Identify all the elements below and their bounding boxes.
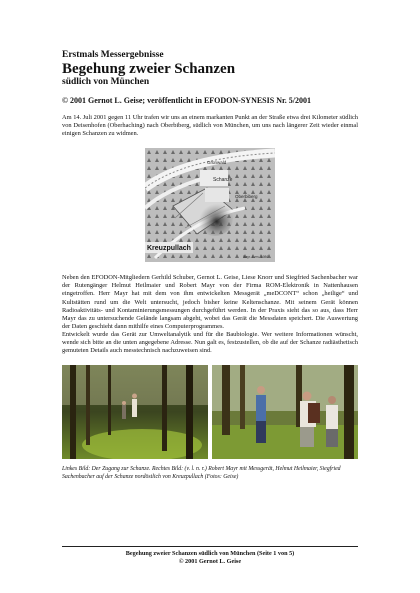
- photo-caption: Linkes Bild: Der Zugang zur Schanze. Rechtes Bild: (v. l. n. r.) Robert Mayr mit Messgerät, Helmut Heilmaier, Siegfried Sachenbacher auf der Schanze nordöstlich von Kreuzpullach (Fotos: Geise): [62, 466, 341, 480]
- article-subtitle: südlich von München: [62, 77, 150, 87]
- document-page: [62, 50, 358, 481]
- article-title: Begehung zweier Schanzen: [62, 61, 236, 77]
- map-label: Kreuzpullach: [147, 245, 191, 253]
- intro-paragraph: Am 14. Juli 2001 gegen 11 Uhr trafen wir uns an einem markanten Punkt an der Straße etwa drei Kilometer südlich von Deisenhofen (Oberhaching) nach Oberbiberg, südlich von München, um uns nach längerer Zeit wieder einmal einigen Schanzen zu widmen.: [62, 114, 358, 138]
- article-kicker: Erstmals Messergebnisse: [62, 50, 164, 60]
- copyright-line: © 2001 Gernot L. Geise; veröffentlicht in EFODON-SYNESIS Nr. 5/2001: [62, 96, 312, 105]
- body-paragraph-2: Entwickelt wurde das Gerät zur Umweltanalytik und für die Baubiologie. Wer weitere Informationen wünscht, wende sich bitte an die unten angegebene Adresse. Nun galt es, festzustellen, ob die auf der Schanze radiästhetisch gemuteten Details auch messtechnisch nachzuweisen sind.: [62, 330, 358, 355]
- page-footer: [62, 546, 358, 565]
- photo-left-forest-entrance: [62, 365, 208, 459]
- map-image: [145, 148, 275, 262]
- footer-line-2: © 2001 Gernot L. Geise: [178, 557, 242, 565]
- map-label: Schanze: [213, 177, 233, 184]
- map-credit: Bayr. Lvm. 1986: [243, 255, 269, 260]
- photo-right-measurement-group: [212, 365, 358, 459]
- footer-line-1: Begehung zweier Schanzen südlich von München (Seite 1 von 5): [125, 550, 295, 557]
- map-label: Oberbiberg: [235, 194, 258, 200]
- photo-row: [62, 365, 358, 459]
- body-paragraph-1: Neben den EFODON-Mitgliedern Gerhild Schuber, Gernot L. Geise, Liese Knorr und Siegfried Sachenbacher war der Rutengänger Helmut Heilmaier und Robert Mayr von der Firma ROM-Elektronik in Nattenhausen eingetroffen. Herr Mayr hat mit dem von ihm entwickelten Messgerät „meDCONT“ schon „heilige“ und Kultstätten rund um die Welt untersucht, jedoch bisher keine Keltenschanze. Mit seinem Gerät können Radioaktivitäts- und Kontaminierungsmessungen durchgeführt werden. In der Praxis sieht das so aus, dass Herr Mayr das zu untersuchende Gelände langsam abgeht, wobei das Gerät die Messdaten speichert. Die Auswertung der Daten geschieht dann mithilfe eines Computerprogrammes.: [62, 274, 358, 330]
- map-label: Grünwald: [207, 160, 227, 166]
